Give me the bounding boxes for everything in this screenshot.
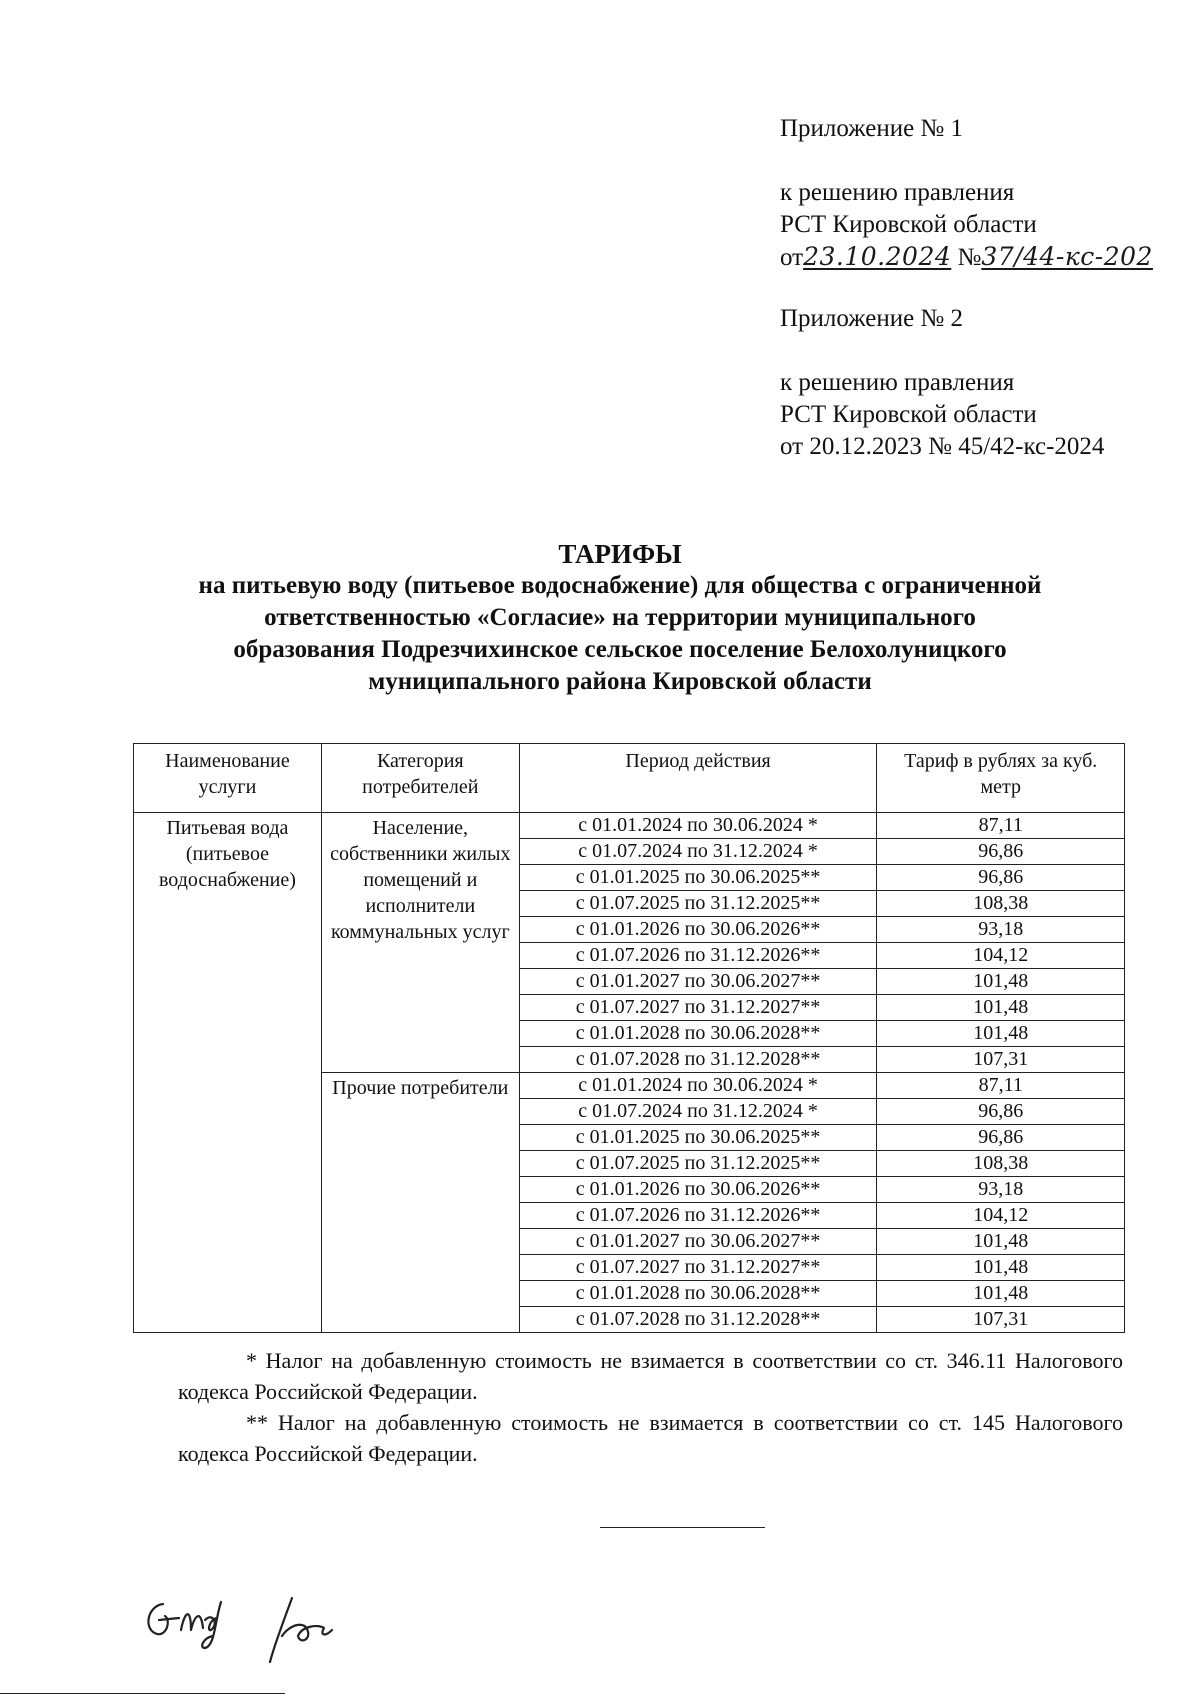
period-cell: с 01.07.2028 по 31.12.2028** <box>519 1307 877 1333</box>
period-cell: с 01.01.2026 по 30.06.2026** <box>519 1177 877 1203</box>
appendix-1-line-1: к решению правления <box>780 179 1015 206</box>
header-service: Наименование услуги <box>134 744 322 813</box>
heading-line-4: муниципального района Кировской области <box>368 668 872 695</box>
appendix-1-number-prefix: № <box>957 244 982 271</box>
tariff-cell: 101,48 <box>877 1255 1125 1281</box>
period-cell: с 01.01.2026 по 30.06.2026** <box>519 917 877 943</box>
appendix-1-number-handwritten: 37/44-кс-202 <box>981 242 1153 271</box>
appendix-1-title: Приложение № 1 <box>780 115 964 142</box>
period-cell: с 01.07.2028 по 31.12.2028** <box>519 1047 877 1073</box>
appendix-1-date-line <box>780 241 1153 274</box>
appendix-2-line-2: РСТ Кировской области <box>780 401 1037 428</box>
heading-line-1: на питьевую воду (питьевое водоснабжение) для общества с ограниченной <box>198 572 1042 599</box>
appendix-1-line-2: РСТ Кировской области <box>780 211 1037 238</box>
period-cell: с 01.01.2025 по 30.06.2025** <box>519 865 877 891</box>
header-period: Период действия <box>519 744 877 813</box>
tariff-cell: 96,86 <box>877 865 1125 891</box>
appendix-2-line-1: к решению правления <box>780 369 1015 396</box>
period-cell: с 01.01.2028 по 30.06.2028** <box>519 1281 877 1307</box>
service-name-cell: Питьевая вода (питьевое водоснабжение) <box>134 813 322 1333</box>
table-row <box>134 813 1125 839</box>
signature-1 <box>135 1590 255 1650</box>
period-cell: с 01.07.2024 по 31.12.2024 * <box>519 1099 877 1125</box>
document-title: ТАРИФЫ <box>558 539 682 569</box>
tariff-cell: 107,31 <box>877 1047 1125 1073</box>
tariff-cell: 87,11 <box>877 1073 1125 1099</box>
tariff-cell: 93,18 <box>877 1177 1125 1203</box>
tariff-cell: 101,48 <box>877 995 1125 1021</box>
period-cell: с 01.07.2025 по 31.12.2025** <box>519 1151 877 1177</box>
tariff-cell: 101,48 <box>877 1281 1125 1307</box>
appendix-2-title: Приложение № 2 <box>780 305 964 332</box>
period-cell: с 01.07.2026 по 31.12.2026** <box>519 943 877 969</box>
footnote-2: ** Налог на добавленную стоимость не взимается в соответствии со ст. 145 Налогового кодекса Российской Федерации. <box>178 1410 1123 1466</box>
footnote-1: * Налог на добавленную стоимость не взимается в соответствии со ст. 346.11 Налогового кодекса Российской Федерации. <box>178 1348 1123 1404</box>
header-tariff: Тариф в рублях за куб. метр <box>877 744 1125 813</box>
category-cell: Прочие потребители <box>321 1073 519 1333</box>
tariff-cell: 107,31 <box>877 1307 1125 1333</box>
tariff-cell: 104,12 <box>877 943 1125 969</box>
header-category: Категория потребителей <box>321 744 519 813</box>
period-cell: с 01.01.2024 по 30.06.2024 * <box>519 1073 877 1099</box>
tariff-cell: 108,38 <box>877 891 1125 917</box>
tariff-cell: 101,48 <box>877 1021 1125 1047</box>
separator-line <box>600 1527 765 1528</box>
tariff-cell: 87,11 <box>877 813 1125 839</box>
heading-line-3: образования Подрезчихинское сельское поселение Белохолуницкого <box>233 636 1007 663</box>
table-body <box>134 813 1125 1333</box>
tariff-cell: 108,38 <box>877 1151 1125 1177</box>
footnotes <box>178 1345 1123 1469</box>
appendix-1-date-prefix: от <box>780 244 804 271</box>
heading-line-2: ответственностью «Согласие» на территории муниципального <box>264 604 976 631</box>
bottom-rule <box>0 1693 285 1694</box>
period-cell: с 01.07.2024 по 31.12.2024 * <box>519 839 877 865</box>
tariff-cell: 93,18 <box>877 917 1125 943</box>
tariff-cell: 101,48 <box>877 1229 1125 1255</box>
appendix-2-line-3: от 20.12.2023 № 45/42-кс-2024 <box>780 433 1105 460</box>
period-cell: с 01.07.2027 по 31.12.2027** <box>519 995 877 1021</box>
appendix-1-block <box>780 113 1153 274</box>
tariff-cell: 96,86 <box>877 839 1125 865</box>
period-cell: с 01.01.2027 по 30.06.2027** <box>519 1229 877 1255</box>
tariff-cell: 101,48 <box>877 969 1125 995</box>
tariff-cell: 96,86 <box>877 1125 1125 1151</box>
tariff-cell: 104,12 <box>877 1203 1125 1229</box>
document-heading <box>120 538 1120 698</box>
appendix-1-date-handwritten: 23.10.2024 <box>803 242 952 271</box>
period-cell: с 01.01.2024 по 30.06.2024 * <box>519 813 877 839</box>
period-cell: с 01.07.2027 по 31.12.2027** <box>519 1255 877 1281</box>
period-cell: с 01.01.2027 по 30.06.2027** <box>519 969 877 995</box>
appendix-2-block <box>780 303 1104 463</box>
signature-2 <box>262 1590 362 1670</box>
period-cell: с 01.07.2026 по 31.12.2026** <box>519 1203 877 1229</box>
period-cell: с 01.01.2028 по 30.06.2028** <box>519 1021 877 1047</box>
category-cell: Население, собственники жилых помещений и исполнители коммунальных услуг <box>321 813 519 1073</box>
period-cell: с 01.07.2025 по 31.12.2025** <box>519 891 877 917</box>
period-cell: с 01.01.2025 по 30.06.2025** <box>519 1125 877 1151</box>
table-header-row <box>134 744 1125 813</box>
tariffs-table <box>133 743 1125 1333</box>
tariff-cell: 96,86 <box>877 1099 1125 1125</box>
